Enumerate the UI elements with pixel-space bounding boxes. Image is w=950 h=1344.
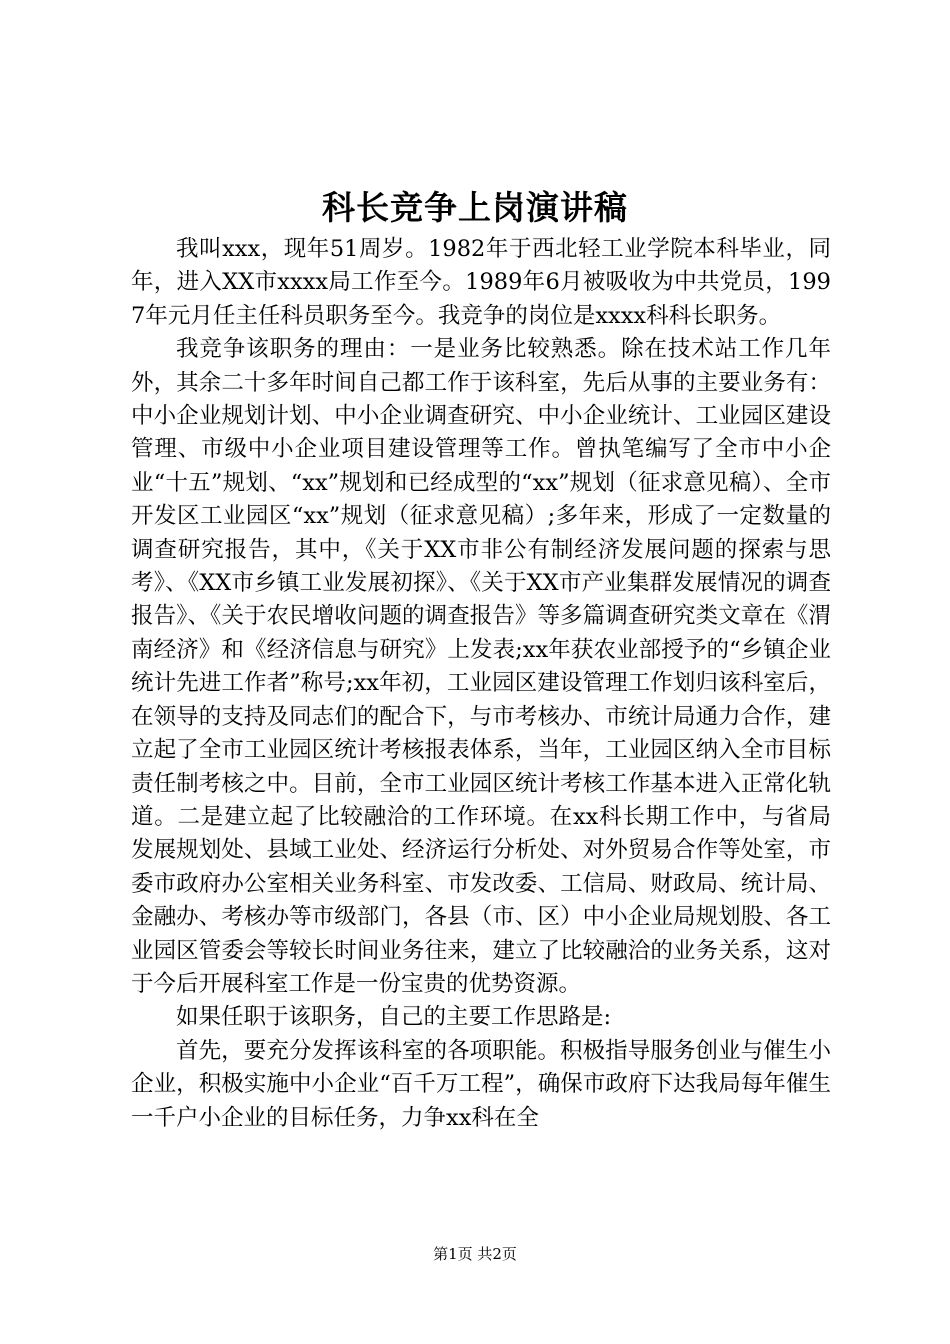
paragraph-work-plan-intro: 如果任职于该职务，自己的主要工作思路是: (176, 1004, 612, 1031)
paragraph-introduction: 我叫xxx，现年51周岁。1982年于西北轻工业学院本科毕业，同年，进入XX市xxxx局工作至今。1989年6月被吸收为中共党员，1997年元月任主任科员职务至今。我竞争的岗位是xxxx科科长职务。 (131, 236, 831, 329)
document-body (131, 233, 831, 1135)
page-footer: 第1页 共2页 (433, 1245, 517, 1263)
paragraph-first-point: 首先，要充分发挥该科室的各项职能。积极指导服务创业与催生小企业，积极实施中小企业“百千万工程”，确保市政府下达我局每年催生一千户小企业的目标任务，力争xx科在全 (131, 1037, 831, 1131)
paragraph-reasons: 我竞争该职务的理由：一是业务比较熟悉。除在技术站工作几年外，其余二十多年时间自己都工作于该科室，先后从事的主要业务有：中小企业规划计划、中小企业调查研究、中小企业统计、工业园区建设管理、市级中小企业项目建设管理等工作。曾执笔编写了全市中小企业“十五”规划、“xx”规划和已经成型的“xx”规划（征求意见稿）、全市开发区工业园区“xx”规划（征求意见稿）;多年来，形成了一定数量的调查研究报告，其中，《关于XX市非公有制经济发展问题的探索与思考》、《XX市乡镇工业发展初探》、《关于XX市产业集群发展情况的调查报告》、《关于农民增收问题的调查报告》等多篇调查研究类文章在《渭南经济》和《经济信息与研究》上发表;xx年获农业部授予的“乡镇企业统计先进工作者”称号;xx年初，工业园区建设管理工作划归该科室后，在领导的支持及同志们的配合下，与市考核办、市统计局通力合作，建立起了全市工业园区统计考核报表体系，当年，工业园区纳入全市目标责任制考核之中。目前，全市工业园区统计考核工作基本进入正常化轨道。二是建立起了比较融洽的工作环境。在xx科长期工作中，与省局发展规划处、县域工业处、经济运行分析处、对外贸易合作等处室，市委市政府办公室相关业务科室、市发改委、工信局、财政局、统计局、金融办、考核办等市级部门，各县（市、区）中小企业局规划股、各工业园区管委会等较长时间业务往来，建立了比较融洽的业务关系，这对于今后开展科室工作是一份宝贵的优势资源。 (131, 336, 831, 997)
document-title: 科长竞争上岗演讲稿 (322, 188, 628, 227)
